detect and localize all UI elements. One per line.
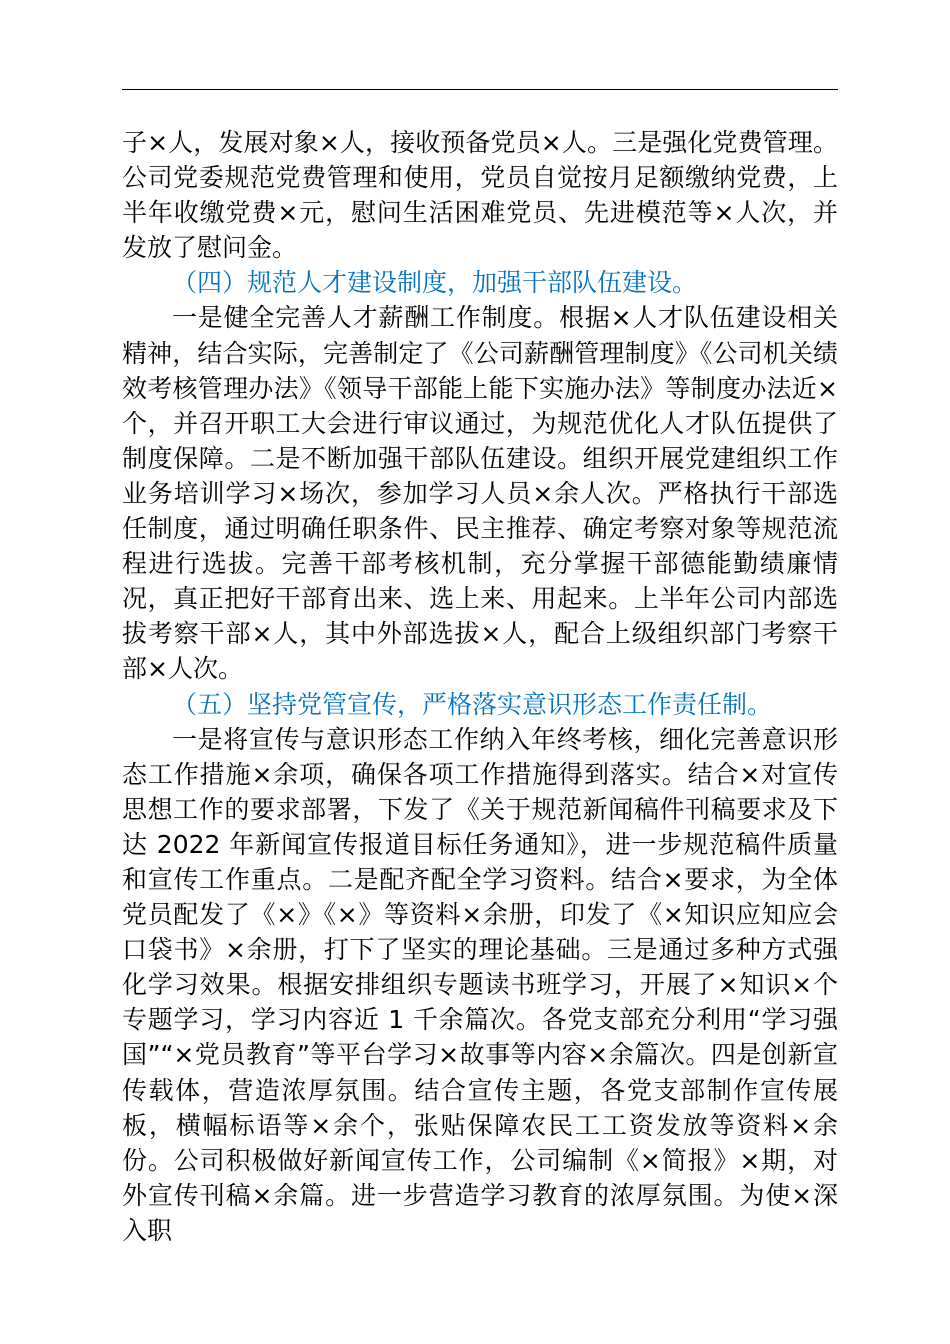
paragraph-talent-system: 一是健全完善人才薪酬工作制度。根据×人才队伍建设相关精神，结合实际，完善制定了《公司薪酬管理制度》《公司机关绩效考核管理办法》《领导干部能上能下实施办法》等制度办法近×个，并召开职工大会进行审议通过，为规范优化人才队伍提供了制度保障。二是不断加强干部队伍建设。组织开展党建组织工作业务培训学习×场次，参加学习人员×余人次。严格执行干部选任制度，通过明确任职条件、民主推荐、确定考察对象等规范流程进行选拔。完善干部考核机制，充分掌握干部德能勤绩廉情况，真正把好干部育出来、选上来、用起来。上半年公司内部选拔考察干部×人，其中外部选拔×人，配合上级组织部门考察干部×人次。 bbox=[122, 303, 838, 684]
section-heading-4: （四）规范人才建设制度，加强干部队伍建设。 bbox=[172, 268, 698, 298]
document-body bbox=[122, 125, 838, 1248]
section-heading-5: （五）坚持党管宣传，严格落实意识形态工作责任制。 bbox=[172, 689, 773, 719]
paragraph-publicity: 一是将宣传与意识形态工作纳入年终考核，细化完善意识形态工作措施×余项，确保各项工作措施得到落实。结合×对宣传思想工作的要求部署，下发了《关于规范新闻稿件刊稿要求及下达 2022 年新闻宣传报道目标任务通知》，进一步规范稿件质量和宣传工作重点。二是配齐配全学习资料。结合×要求，为全体党员配发了《×》《×》等资料×余册，印发了《×知识应知应会口袋书》×余册，打下了坚实的理论基础。三是通过多种方式强化学习效果。根据安排组织专题读书班学习，开展了×知识×个专题学习，学习内容近 1 千余篇次。各党支部充分利用“学习强国”“×党员教育”等平台学习×故事等内容×余篇次。四是创新宣传载体，营造浓厚氛围。结合宣传主题，各党支部制作宣传展板，横幅标语等×余个，张贴保障农民工工资发放等资料×余份。公司积极做好新闻宣传工作，公司编制《×简报》×期，对外宣传刊稿×余篇。进一步营造学习教育的浓厚氛围。为使×深入职 bbox=[122, 724, 838, 1245]
header-rule bbox=[122, 89, 838, 90]
paragraph-continuation: 子×人，发展对象×人，接收预备党员×人。三是强化党费管理。公司党委规范党费管理和使用，党员自觉按月足额缴纳党费，上半年收缴党费×元，慰问生活困难党员、先进模范等×人次，并发放了慰问金。 bbox=[122, 128, 838, 263]
